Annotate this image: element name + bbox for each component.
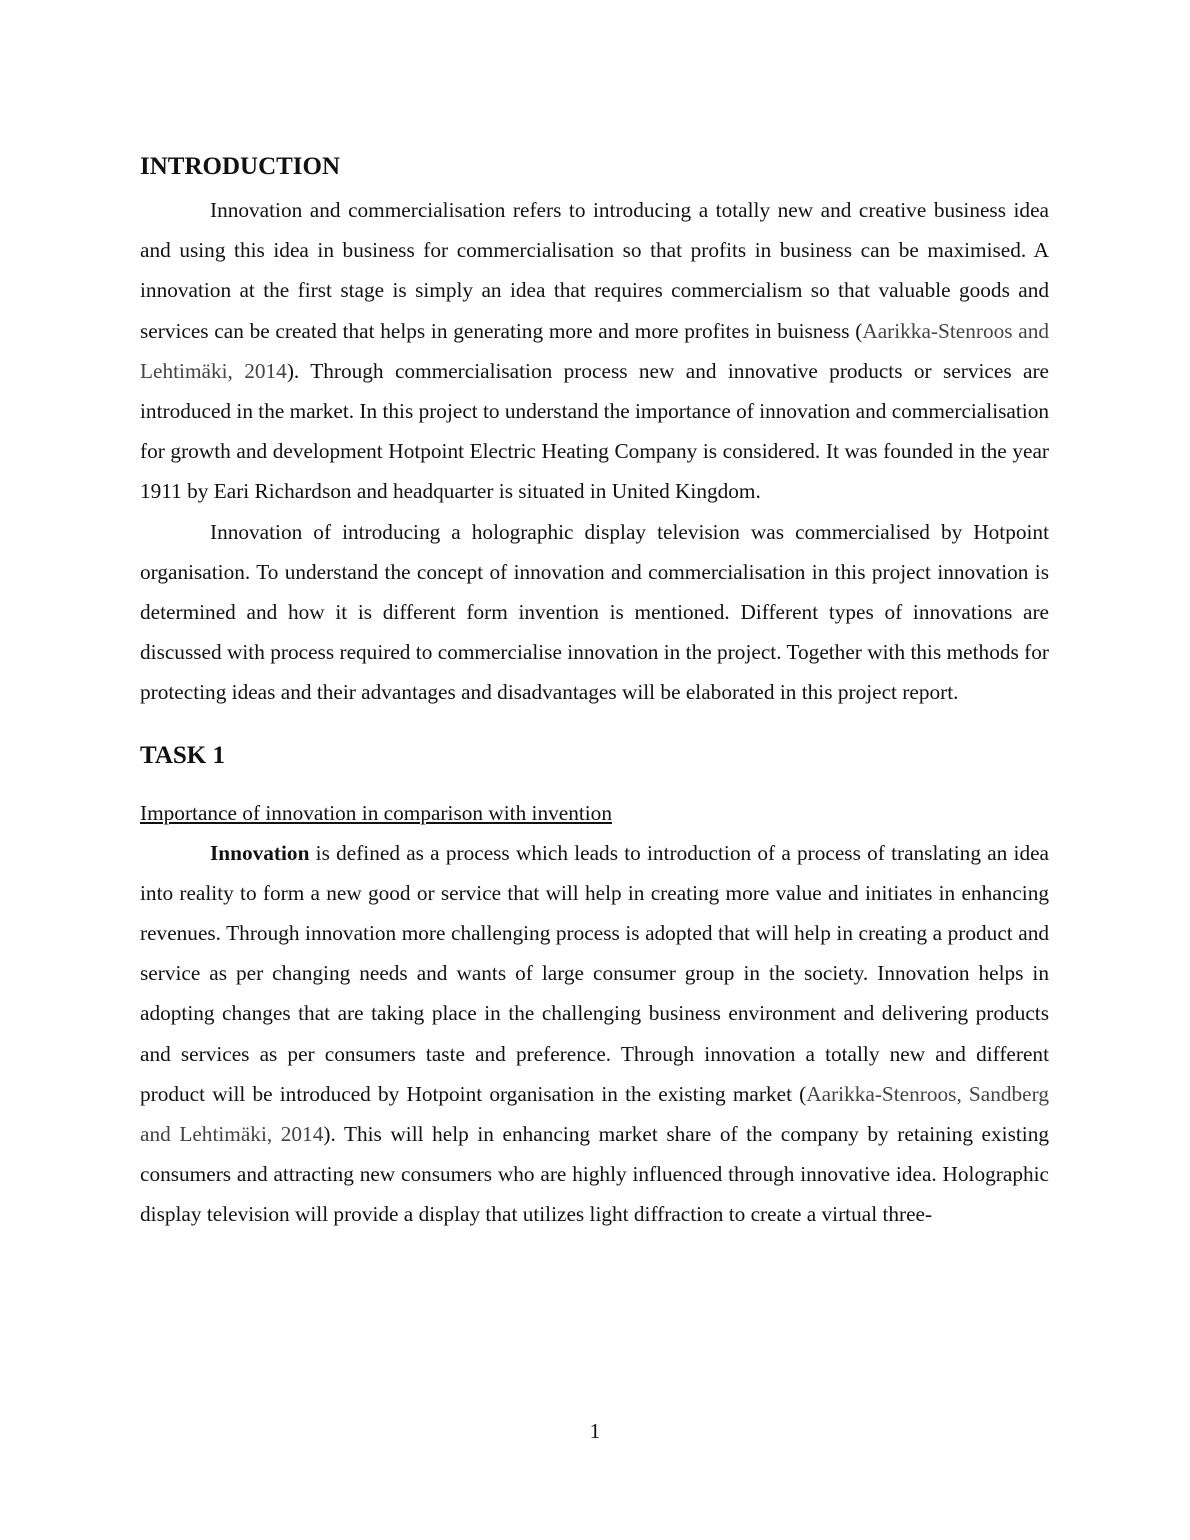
task-1-paragraph-1 [140, 833, 1049, 1235]
introduction-paragraph-1 [140, 190, 1049, 512]
task1-p1-text-a: is defined as a process which leads to introduction of a process of translating an idea into reality to form a new good or service that will help in creating more value and initiates in enhancing revenues. Through innovation more challenging process is adopted that will help in creating a product and service as per changing needs and wants of large consumer group in the society. Innovation helps in adopting changes that are taking place in the challenging business environment and delivering products and services as per consumers taste and preference. Through innovation a totally new and different product will be introduced by Hotpoint organisation in the existing market ( [140, 840, 1049, 1106]
page-number: 1 [589, 1419, 601, 1443]
task-1-heading: TASK 1 [140, 741, 225, 769]
intro-p1-citation: Aarikka-Stenroos and Lehtimäki, 2014 [140, 318, 1050, 383]
introduction-paragraph-2: Innovation of introducing a holographic display television was commercialised by Hotpoint organisation. To understand the concept of innovation and commercialisation in this project innovation is determined and how it is different form invention is mentioned. Different types of innovations are discussed with process required to commercialise innovation in the project. Together with this methods for protecting ideas and their advantages and disadvantages will be elaborated in this project report. [140, 519, 1049, 705]
task1-p1-bold-term: Innovation [210, 840, 310, 865]
intro-p1-text-b: ). Through commercialisation process new and innovative products or services are introduced in the market. In this project to understand the importance of innovation and commercialisation for growth and development Hotpoint Electric Heating Company is considered. It was founded in the year 1911 by Eari Richardson and headquarter is situated in United Kingdom. [140, 358, 1049, 504]
task1-p1-text-b: ). This will help in enhancing market share of the company by retaining existing consumers and attracting new consumers who are highly influenced through innovative idea. Holographic display television will provide a display that utilizes light diffraction to create a virtual three- [140, 1122, 1049, 1227]
task-1-subheading: Importance of innovation in comparison with invention [140, 800, 612, 825]
introduction-heading: INTRODUCTION [140, 153, 341, 180]
document-page [140, 150, 1049, 1235]
intro-p1-text-a: Innovation and commercialisation refers to introducing a totally new and creative business idea and using this idea in business for commercialisation so that profits in business can be maximised. A innovation at the first stage is simply an idea that requires commercialism so that valuable goods and services can be created that helps in generating more and more profites in buisness ( [140, 198, 1049, 343]
task1-p1-citation: Aarikka-Stenroos, Sandberg and Lehtimäki, 2014 [140, 1081, 1049, 1147]
